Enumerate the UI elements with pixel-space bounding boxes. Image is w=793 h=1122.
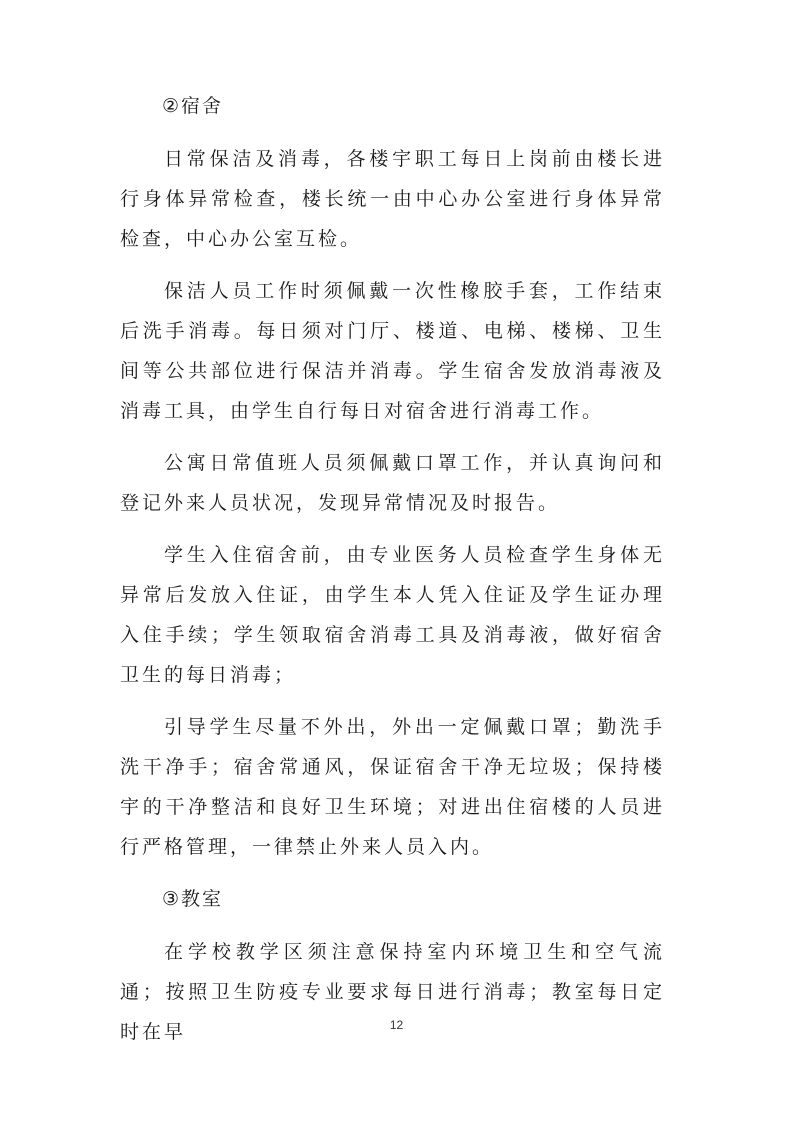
paragraph: 学生入住宿舍前，由专业医务人员检查学生身体无异常后发放入住证，由学生本人凭入住证及学生证办理入住手续；学生领取宿舍消毒工具及消毒液，做好宿舍卫生的每日消毒； bbox=[120, 544, 665, 686]
section-heading-dormitory: ②宿舍 bbox=[162, 95, 224, 117]
paragraph: 日常保洁及消毒，各楼宇职工每日上岗前由楼长进行身体异常检查，楼长统一由中心办公室进行身体异常检查，中心办公室互检。 bbox=[120, 148, 665, 250]
section-heading-classroom: ③教室 bbox=[162, 888, 224, 910]
paragraph: 在学校教学区须注意保持室内环境卫生和空气流通；按照卫生防疫专业要求每日进行消毒；教室每日定时在早 bbox=[120, 941, 665, 1043]
paragraph: 引导学生尽量不外出，外出一定佩戴口罩；勤洗手洗干净手；宿舍常通风，保证宿舍干净无垃圾；保持楼宇的干净整洁和良好卫生环境；对进出住宿楼的人员进行严格管理，一律禁止外来人员入内。 bbox=[120, 716, 665, 858]
page-number: 12 bbox=[389, 1018, 404, 1032]
paragraph: 保洁人员工作时须佩戴一次性橡胶手套，工作结束后洗手消毒。每日须对门厅、楼道、电梯、楼梯、卫生间等公共部位进行保洁并消毒。学生宿舍发放消毒液及消毒工具，由学生自行每日对宿舍进行消毒工作。 bbox=[120, 280, 665, 422]
paragraph: 公寓日常值班人员须佩戴口罩工作，并认真询问和登记外来人员状况，发现异常情况及时报告。 bbox=[120, 452, 665, 514]
page-body bbox=[120, 86, 665, 1064]
